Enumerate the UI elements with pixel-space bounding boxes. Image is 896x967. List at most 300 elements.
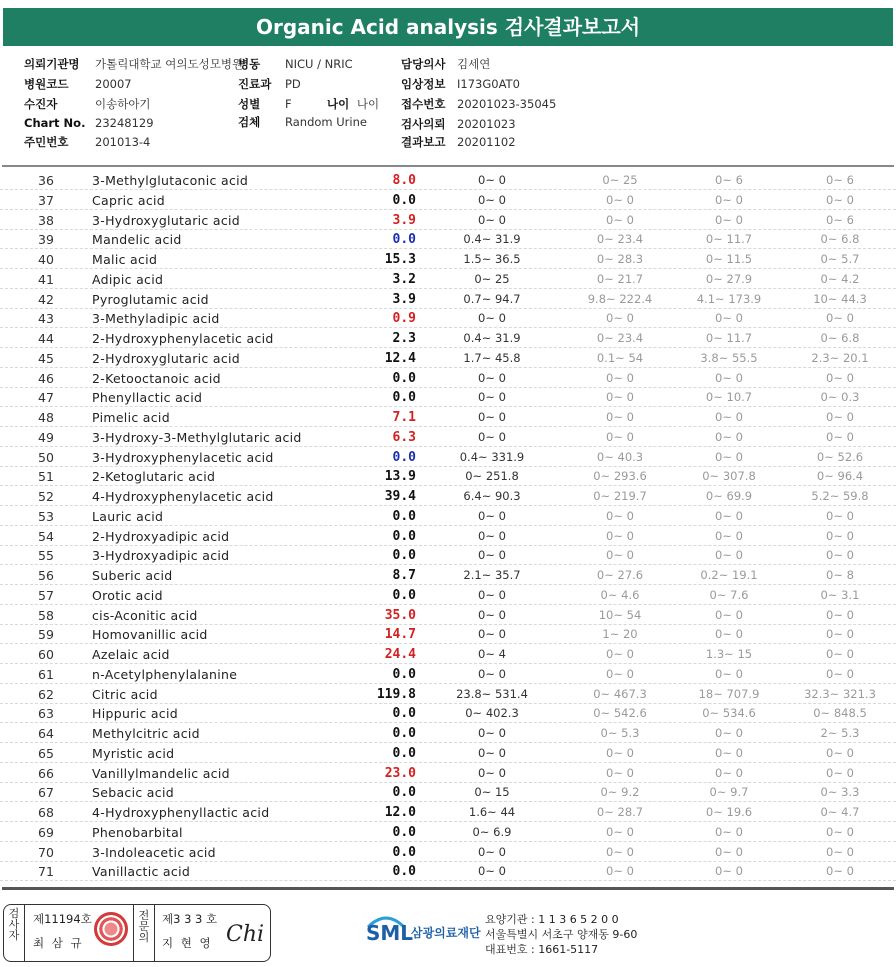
header-field — [401, 116, 516, 132]
signature-divider — [154, 904, 155, 962]
analyte-name: Pimelic acid — [92, 410, 170, 425]
reference-range: 0~ 293.6 — [593, 469, 647, 484]
reference-range: 0~ 40.3 — [596, 449, 644, 464]
reference-range: 0.4~ 331.9 — [459, 449, 525, 464]
analyte-name: 2-Ketooctanoic acid — [92, 370, 221, 386]
result-value: 0.0 — [392, 706, 416, 722]
result-value: 0.0 — [392, 864, 416, 880]
reference-range: 0~ 0 — [478, 370, 506, 385]
reference-range: 0~ 0 — [826, 765, 854, 780]
reference-range: 0~ 0 — [478, 311, 506, 326]
header-field-value: 20201023 — [457, 117, 516, 131]
result-value: 0.0 — [392, 508, 416, 524]
reference-range: 0~ 23.4 — [596, 331, 644, 345]
header-field-label: Chart No. — [24, 116, 86, 130]
reference-range: 0~ 0 — [478, 192, 506, 207]
table-row — [0, 842, 896, 862]
row-number: 39 — [38, 232, 54, 248]
result-value: 14.7 — [384, 627, 416, 643]
reference-range: 1.7~ 45.8 — [463, 350, 521, 365]
reference-range: 0~ 0 — [826, 548, 854, 563]
row-number: 44 — [38, 331, 54, 346]
table-row — [0, 328, 896, 348]
reference-range: 0~ 0 — [826, 647, 854, 661]
result-value: 0.0 — [392, 587, 416, 603]
result-value: 6.3 — [392, 429, 416, 445]
reference-range: 0~ 15 — [474, 785, 510, 800]
analyte-name: Vanillylmandelic acid — [92, 765, 230, 781]
reference-range: 0~ 0 — [715, 745, 743, 760]
reference-range: 2.1~ 35.7 — [463, 568, 521, 582]
result-value: 7.1 — [392, 410, 416, 425]
official-seal-icon — [94, 912, 128, 946]
reference-range: 0~ 0 — [478, 508, 506, 523]
tester-license: 제11194호 — [33, 912, 92, 926]
analyte-name: 3-Methylglutaconic acid — [92, 173, 249, 188]
reference-range: 0~ 0 — [606, 508, 634, 523]
row-number: 71 — [38, 864, 54, 880]
analyte-name: Malic acid — [92, 252, 158, 267]
table-row — [0, 249, 896, 269]
reference-range: 0.2~ 19.1 — [700, 568, 758, 582]
result-value: 0.0 — [392, 192, 416, 208]
table-row — [0, 703, 896, 723]
reference-range: 0~ 11.7 — [705, 232, 753, 247]
result-value: 0.0 — [392, 232, 416, 248]
result-value: 0.0 — [392, 528, 416, 544]
row-number: 40 — [38, 252, 54, 267]
header-field-label: 병동 — [238, 57, 261, 71]
reference-range: 0~ 0 — [826, 508, 854, 523]
organization-phone: 대표번호 : 1661-5117 — [485, 943, 599, 956]
analyte-name: 3-Methyladipic acid — [92, 311, 220, 327]
reference-range: 4.1~ 173.9 — [696, 291, 762, 306]
reference-range: 0~ 0 — [606, 864, 634, 879]
header-field — [401, 96, 556, 112]
reference-range: 0~ 0 — [715, 627, 743, 642]
table-row — [0, 427, 896, 447]
reference-range: 0~ 6.9 — [472, 824, 512, 839]
header-field-value: 20201102 — [457, 135, 516, 149]
table-row — [0, 190, 896, 210]
table-row — [0, 526, 896, 546]
header-field — [401, 134, 516, 150]
reference-range: 0~ 4.7 — [820, 805, 860, 819]
row-number: 37 — [38, 192, 54, 208]
reference-range: 0~ 3.3 — [820, 785, 860, 800]
analyte-name: Phenyllactic acid — [92, 390, 203, 406]
analyte-name: Pyroglutamic acid — [92, 291, 209, 307]
result-value: 0.9 — [392, 311, 416, 327]
reference-range: 0~ 25 — [602, 173, 638, 187]
analyte-name: 3-Hydroxyglutaric acid — [92, 212, 241, 228]
reference-range: 0~ 52.6 — [816, 449, 864, 464]
table-row — [0, 763, 896, 783]
row-number: 53 — [38, 508, 54, 524]
analyte-name: Hippuric acid — [92, 706, 178, 722]
reference-range: 0~ 0 — [606, 745, 634, 760]
analyte-name: 3-Indoleacetic acid — [92, 844, 216, 860]
reference-range: 0~ 0 — [478, 745, 506, 760]
header-field-label: 성별 — [238, 97, 261, 111]
reference-range: 0~ 0 — [715, 212, 743, 227]
reference-range: 0~ 0 — [826, 429, 854, 444]
table-row — [0, 269, 896, 289]
reference-range: 0~ 0 — [478, 429, 506, 444]
table-row — [0, 387, 896, 407]
reference-range: 0~ 0 — [715, 192, 743, 207]
row-number: 58 — [38, 607, 54, 623]
reference-range: 0~ 467.3 — [593, 686, 647, 701]
sml-logo — [364, 911, 414, 951]
reference-range: 0~ 4.2 — [820, 271, 860, 286]
age-field — [327, 96, 379, 112]
reference-range: 0~ 6 — [715, 173, 743, 187]
age-value: 나이 — [356, 97, 380, 111]
sml-logo-text: SML — [366, 921, 414, 945]
table-row — [0, 861, 896, 881]
header-field — [24, 96, 151, 112]
organization-address: 서울특별시 서초구 양재동 9-60 — [485, 928, 638, 941]
header-field — [401, 76, 520, 92]
reference-range: 0~ 8 — [826, 568, 854, 582]
header-field — [238, 96, 292, 112]
reference-range: 0~ 0 — [826, 311, 854, 326]
tester-vertical-label: 검 사 자 — [8, 907, 20, 942]
reference-range: 0~ 11.5 — [705, 252, 753, 266]
reference-range: 0~ 0 — [478, 844, 506, 859]
reference-range: 0~ 0 — [606, 528, 634, 543]
analyte-name: Vanillactic acid — [92, 864, 191, 880]
header-field-value: 이송하아기 — [95, 97, 151, 111]
row-number: 36 — [38, 173, 54, 188]
header-field-value: 20007 — [95, 77, 132, 91]
analyte-name: Phenobarbital — [92, 824, 183, 840]
reference-range: 0~ 0.3 — [820, 390, 860, 405]
table-row — [0, 486, 896, 506]
header-field-label: 수진자 — [24, 97, 58, 111]
reference-range: 0~ 0 — [826, 370, 854, 385]
reference-range: 0~ 0 — [606, 370, 634, 385]
table-row — [0, 743, 896, 763]
reference-range: 0~ 0 — [826, 607, 854, 622]
header-field-label: 검사의뢰 — [401, 117, 446, 131]
header-field — [401, 56, 490, 72]
analyte-name: 2-Hydroxyphenylacetic acid — [92, 331, 274, 346]
analyte-name: Homovanillic acid — [92, 627, 208, 643]
reference-range: 0~ 0 — [478, 212, 506, 227]
reference-range: 0~ 0 — [826, 627, 854, 642]
result-value: 24.4 — [384, 647, 416, 662]
reference-range: 32.3~ 321.3 — [804, 686, 876, 701]
reference-range: 0~ 6.8 — [820, 232, 860, 247]
row-number: 56 — [38, 568, 54, 583]
reference-range: 0~ 6 — [826, 173, 854, 187]
result-value: 0.0 — [392, 666, 416, 682]
header-field-label: 접수번호 — [401, 97, 446, 111]
reference-range: 0~ 0 — [715, 410, 743, 424]
row-number: 61 — [38, 666, 54, 682]
row-number: 54 — [38, 528, 54, 544]
table-row — [0, 170, 896, 190]
reference-range: 0~ 0 — [478, 666, 506, 681]
analyte-name: Sebacic acid — [92, 785, 174, 801]
header-field-value: 가톨릭대학교 여의도성모병원 — [95, 57, 244, 71]
reference-range: 0~ 402.3 — [465, 706, 519, 721]
reference-range: 1.6~ 44 — [468, 805, 516, 819]
row-number: 46 — [38, 370, 54, 386]
specialist-name: 지 현 영 — [162, 936, 213, 950]
reference-range: 0.4~ 31.9 — [463, 232, 521, 247]
result-value: 119.8 — [376, 686, 416, 702]
analyte-name: Azelaic acid — [92, 647, 170, 662]
result-value: 3.9 — [392, 291, 416, 307]
reference-range: 0~ 0 — [478, 607, 506, 622]
table-row — [0, 466, 896, 486]
reference-range: 0~ 9.7 — [709, 785, 749, 800]
reference-range: 0~ 251.8 — [465, 469, 519, 484]
header-field-value: NICU / NRIC — [285, 57, 353, 71]
row-number: 50 — [38, 449, 54, 465]
reference-range: 0~ 28.7 — [596, 805, 644, 819]
report-title: Organic Acid analysis 검사결과보고서 — [3, 8, 893, 46]
table-row — [0, 585, 896, 605]
reference-range: 0~ 9.2 — [600, 785, 640, 800]
analyte-name: 3-Hydroxyphenylacetic acid — [92, 449, 274, 465]
result-value: 15.3 — [384, 252, 416, 267]
table-row — [0, 782, 896, 802]
table-row — [0, 289, 896, 309]
header-field-value: Random Urine — [285, 115, 367, 129]
specialist-license: 제3 3 3 호 — [162, 912, 218, 926]
reference-range: 0~ 0 — [478, 627, 506, 642]
reference-range: 0~ 6 — [826, 212, 854, 227]
reference-range: 2.3~ 20.1 — [811, 350, 869, 365]
result-value: 12.0 — [384, 805, 416, 820]
result-value: 8.7 — [392, 568, 416, 583]
header-field-label: 의뢰기관명 — [24, 57, 80, 71]
row-number: 62 — [38, 686, 54, 702]
reference-range: 10~ 54 — [598, 607, 642, 622]
result-value: 0.0 — [392, 844, 416, 860]
row-number: 41 — [38, 271, 54, 287]
reference-range: 0~ 0 — [715, 666, 743, 681]
header-field — [24, 134, 150, 150]
row-number: 60 — [38, 647, 54, 662]
result-value: 3.2 — [392, 271, 416, 287]
reference-range: 0~ 219.7 — [593, 489, 647, 503]
reference-range: 0~ 848.5 — [813, 706, 867, 721]
reference-range: 0~ 23.4 — [596, 232, 644, 247]
result-value: 0.0 — [392, 390, 416, 406]
specialist-vertical-label: 전 문 의 — [138, 909, 150, 944]
header-field-value: 김세연 — [457, 57, 491, 71]
analyte-name: 2-Ketoglutaric acid — [92, 469, 216, 485]
reference-range: 0~ 0 — [478, 765, 506, 780]
reference-range: 18~ 707.9 — [698, 686, 760, 701]
analyte-name: Suberic acid — [92, 568, 173, 583]
table-row — [0, 723, 896, 743]
reference-range: 0~ 0 — [826, 192, 854, 207]
reference-range: 0~ 0 — [826, 864, 854, 879]
table-row — [0, 447, 896, 467]
result-value: 13.9 — [384, 469, 416, 485]
header-field-value: I173G0AT0 — [457, 77, 520, 91]
reference-range: 0~ 6.8 — [820, 331, 860, 345]
reference-range: 0~ 0 — [715, 844, 743, 859]
result-value: 12.4 — [384, 350, 416, 366]
reference-range: 0~ 0 — [478, 390, 506, 405]
reference-range: 0~ 307.8 — [702, 469, 756, 484]
row-number: 67 — [38, 785, 54, 801]
result-value: 2.3 — [392, 331, 416, 346]
reference-range: 0~ 0 — [606, 844, 634, 859]
result-value: 0.0 — [392, 785, 416, 801]
reference-range: 0~ 69.9 — [705, 489, 753, 503]
row-number: 63 — [38, 706, 54, 722]
reference-range: 0.7~ 94.7 — [463, 291, 521, 306]
table-row — [0, 348, 896, 368]
reference-range: 0~ 5.3 — [600, 726, 640, 740]
reference-range: 0~ 0 — [606, 429, 634, 444]
table-row — [0, 210, 896, 230]
table-row — [0, 229, 896, 249]
analyte-name: cis-Aconitic acid — [92, 607, 198, 623]
reference-range: 0~ 0 — [715, 449, 743, 464]
reference-range: 5.2~ 59.8 — [811, 489, 869, 503]
reference-range: 0~ 0 — [606, 390, 634, 405]
reference-range: 0~ 4 — [478, 647, 506, 661]
row-number: 48 — [38, 410, 54, 425]
row-number: 45 — [38, 350, 54, 366]
reference-range: 0.4~ 31.9 — [463, 331, 521, 345]
reference-range: 0~ 0 — [478, 173, 506, 187]
footer-divider — [2, 887, 894, 890]
reference-range: 0~ 0 — [715, 429, 743, 444]
reference-range: 0~ 0 — [606, 212, 634, 227]
table-row — [0, 368, 896, 388]
result-value: 23.0 — [384, 765, 416, 781]
header-field — [238, 114, 367, 130]
tester-name: 최 삼 규 — [33, 936, 84, 950]
reference-range: 0~ 0 — [478, 528, 506, 543]
result-value: 0.0 — [392, 726, 416, 741]
reference-range: 0~ 0 — [826, 824, 854, 839]
analyte-name: Methylcitric acid — [92, 726, 200, 741]
header-field-value: 201013-4 — [95, 135, 151, 149]
header-field — [24, 116, 154, 130]
reference-range: 0~ 19.6 — [705, 805, 753, 819]
table-row — [0, 565, 896, 585]
header-field-label: 임상정보 — [401, 77, 446, 91]
reference-range: 0~ 21.7 — [596, 271, 644, 286]
reference-range: 0~ 0 — [606, 192, 634, 207]
reference-range: 0~ 96.4 — [816, 469, 864, 484]
header-field — [238, 76, 301, 92]
reference-range: 0~ 7.6 — [709, 587, 749, 602]
header-field-value: 23248129 — [95, 116, 154, 130]
table-row — [0, 624, 896, 644]
header-field-label: 병원코드 — [24, 77, 69, 91]
reference-range: 1.3~ 15 — [705, 647, 753, 661]
age-label: 나이 — [327, 97, 350, 111]
reference-range: 0~ 25 — [474, 271, 510, 286]
header-field — [24, 76, 132, 92]
table-row — [0, 545, 896, 565]
header-field-label: 담당의사 — [401, 57, 446, 71]
reference-range: 1~ 20 — [602, 627, 638, 642]
reference-range: 0~ 0 — [715, 607, 743, 622]
result-value: 0.0 — [392, 370, 416, 386]
reference-range: 23.8~ 531.4 — [456, 686, 528, 701]
header-divider — [2, 165, 894, 167]
reference-range: 0~ 0 — [715, 311, 743, 326]
analyte-name: Adipic acid — [92, 271, 164, 287]
reference-range: 0~ 27.6 — [596, 568, 644, 582]
analyte-name: 4-Hydroxyphenyllactic acid — [92, 805, 270, 820]
row-number: 70 — [38, 844, 54, 860]
analyte-name: Mandelic acid — [92, 232, 182, 248]
reference-range: 2~ 5.3 — [820, 726, 860, 740]
handwritten-signature: Chi — [226, 922, 265, 947]
row-number: 51 — [38, 469, 54, 485]
reference-range: 0~ 27.9 — [705, 271, 753, 286]
result-value: 3.9 — [392, 212, 416, 228]
reference-range: 0~ 0 — [715, 528, 743, 543]
row-number: 38 — [38, 212, 54, 228]
row-number: 65 — [38, 745, 54, 761]
row-number: 47 — [38, 390, 54, 406]
row-number: 49 — [38, 429, 54, 445]
table-row — [0, 308, 896, 328]
header-field-value: F — [285, 97, 292, 111]
reference-range: 0~ 0 — [478, 726, 506, 740]
row-number: 57 — [38, 587, 54, 603]
reference-range: 0~ 10.7 — [705, 390, 753, 405]
table-row — [0, 664, 896, 684]
analyte-name: n-Acetylphenylalanine — [92, 666, 238, 682]
analyte-name: 2-Hydroxyadipic acid — [92, 528, 230, 544]
reference-range: 0~ 0 — [606, 765, 634, 780]
reference-range: 3.8~ 55.5 — [700, 350, 758, 365]
result-value: 35.0 — [384, 607, 416, 623]
result-value: 8.0 — [392, 173, 416, 188]
reference-range: 0~ 0 — [606, 311, 634, 326]
analyte-name: Citric acid — [92, 686, 158, 702]
reference-range: 0~ 0 — [478, 548, 506, 563]
table-row — [0, 822, 896, 842]
table-row — [0, 644, 896, 664]
row-number: 66 — [38, 765, 54, 781]
signature-divider — [24, 904, 25, 962]
reference-range: 9.8~ 222.4 — [587, 291, 653, 306]
table-row — [0, 407, 896, 427]
result-value: 0.0 — [392, 745, 416, 761]
reference-range: 0~ 0 — [715, 548, 743, 563]
reference-range: 0~ 0 — [715, 864, 743, 879]
reference-range: 0~ 0 — [606, 647, 634, 661]
reference-range: 0~ 0 — [478, 410, 506, 424]
reference-range: 0~ 28.3 — [596, 252, 644, 266]
row-number: 68 — [38, 805, 54, 820]
reference-range: 0~ 0 — [715, 726, 743, 740]
reference-range: 0~ 0 — [478, 864, 506, 879]
reference-range: 0~ 0 — [715, 824, 743, 839]
result-value: 0.0 — [392, 548, 416, 564]
reference-range: 0~ 4.6 — [600, 587, 640, 602]
row-number: 43 — [38, 311, 54, 327]
reference-range: 0~ 0 — [606, 548, 634, 563]
